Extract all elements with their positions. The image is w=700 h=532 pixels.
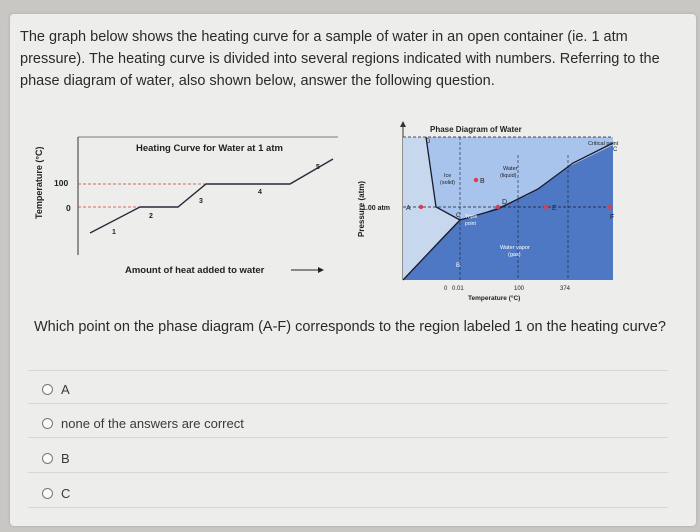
tick-0: 0 xyxy=(66,203,71,213)
divider-5 xyxy=(28,507,668,508)
point-b: B xyxy=(480,178,485,185)
option-none[interactable] xyxy=(42,416,244,431)
divider-1 xyxy=(28,370,668,371)
option-b-label: B xyxy=(61,451,70,466)
pressure-label: 1.00 atm xyxy=(362,205,391,212)
point-b-marker xyxy=(474,178,478,182)
point-d: D xyxy=(502,199,508,206)
point-a-marker xyxy=(419,205,423,209)
phase-x-label: Temperature (°C) xyxy=(468,295,521,302)
divider-4 xyxy=(28,472,668,473)
option-none-label: none of the answers are correct xyxy=(61,416,244,431)
region-label-4: 4 xyxy=(258,189,262,196)
tick-100c: 100 xyxy=(514,286,525,292)
heating-curve xyxy=(34,137,338,276)
ice-sub: (solid) xyxy=(440,180,455,186)
divider-2 xyxy=(28,403,668,404)
option-b[interactable] xyxy=(42,451,70,466)
phase-y-arrow xyxy=(400,121,406,127)
heating-y-label: Temperature (°C) xyxy=(34,146,44,219)
tick-zero: 0 xyxy=(444,286,448,292)
tick-374: 374 xyxy=(560,286,571,292)
point-d2: D xyxy=(426,139,431,145)
phase-diagram xyxy=(357,121,619,302)
radio-a[interactable] xyxy=(42,384,53,395)
point-c2: C xyxy=(613,147,618,153)
heating-arrow-head xyxy=(318,267,324,273)
radio-c[interactable] xyxy=(42,488,53,499)
option-a[interactable] xyxy=(42,382,70,397)
vapor-sub: (gas) xyxy=(508,252,521,258)
region-label-1: 1 xyxy=(112,229,116,236)
phase-y-label: Pressure (atm) xyxy=(357,180,366,237)
option-a-label: A xyxy=(61,382,70,397)
water-label: Water xyxy=(503,166,518,172)
critical-label: Critical point xyxy=(588,141,619,147)
triple-label: Triple xyxy=(465,214,478,220)
point-d-marker xyxy=(496,205,500,209)
radio-b[interactable] xyxy=(42,453,53,464)
heating-curve-line xyxy=(90,159,333,233)
figure xyxy=(28,115,658,305)
tick-100: 100 xyxy=(54,178,69,188)
water-sub: (liquid) xyxy=(500,173,517,179)
point-e: E xyxy=(552,205,557,212)
point-a: A xyxy=(406,205,411,212)
phase-title: Phase Diagram of Water xyxy=(430,125,522,134)
region-label-5: 5 xyxy=(316,164,320,171)
region-label-3: 3 xyxy=(199,198,203,205)
tick-001: 0.01 xyxy=(452,286,464,292)
radio-none[interactable] xyxy=(42,418,53,429)
divider-3 xyxy=(28,437,668,438)
option-c[interactable] xyxy=(42,486,70,501)
point-c: C xyxy=(456,213,461,219)
heating-curve-title: Heating Curve for Water at 1 atm xyxy=(136,143,283,154)
point-f: F xyxy=(610,214,615,221)
point-e-marker xyxy=(544,205,548,209)
heating-x-label: Amount of heat added to water xyxy=(125,265,265,276)
option-c-label: C xyxy=(61,486,71,501)
region-label-2: 2 xyxy=(149,213,153,220)
vapor-label: Water vapor xyxy=(500,245,530,251)
intro-text: The graph below shows the heating curve for a sample of water in an open container (ie. 1 atm pressure). The heating curve is divided into several regions indicated with numbers. Referring to the phase diagram of water, also shown below, answer the following question. xyxy=(20,29,660,89)
ice-label: Ice xyxy=(444,173,452,179)
point-b2: B xyxy=(456,263,461,269)
triple-sub: point xyxy=(465,221,476,227)
point-f-marker xyxy=(608,205,612,209)
question-text: Which point on the phase diagram (A-F) corresponds to the region labeled 1 on the heating curve? xyxy=(34,319,666,335)
